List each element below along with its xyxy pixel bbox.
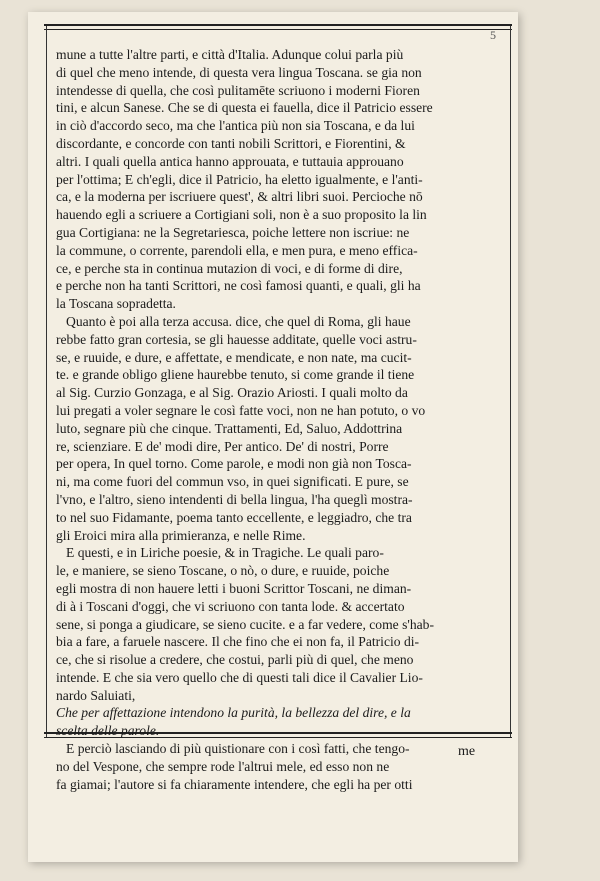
- text-line: mune a tutte l'altre parti, e città d'Italia. Adunque colui parla più: [56, 47, 404, 62]
- text-line: nardo Saluiati,: [56, 687, 136, 703]
- text-line: scelta delle parole.: [56, 723, 160, 739]
- text-line: intende. E che sia vero quello che di questi tali dice il Cavalier Lio-: [56, 669, 423, 685]
- text-line: fa giamai; l'autore si fa chiaramente intendere, che egli ha per otti: [56, 776, 413, 792]
- top-rule: [44, 24, 512, 26]
- text-line: discordante, e concorde con tanti nobili Scrittori, e Fiorentini, &: [56, 135, 406, 151]
- text-line: to nel suo Fidamante, poema tanto eccellente, e leggiadro, che tra: [56, 509, 412, 525]
- text-line: lui pregati a voler segnare le così fatte voci, non ne han potuto, o vo: [56, 402, 426, 418]
- text-line: al Sig. Curzio Gonzaga, e al Sig. Orazio Ariosti. I quali molto da: [56, 385, 408, 401]
- text-line: rebbe fatto gran cortesia, se gli hauesse additate, quelle voci astru-: [56, 331, 417, 347]
- text-line: egli mostra di non hauere letti i buoni Scrittor Toscani, ne diman-: [56, 580, 412, 596]
- text-line: di quel che meno intende, di questa vera lingua Toscana. se gia non: [56, 64, 422, 80]
- text-line: ce, che si risolue a credere, che costui, parli più di quel, che meno: [56, 652, 414, 668]
- text-line: le, e maniere, se sieno Toscane, o nò, o dure, e ruuide, poiche: [56, 563, 390, 579]
- text-line: la commune, o corrente, parendoli ella, e men pura, e meno effica-: [56, 242, 418, 258]
- page-number: 5: [490, 28, 496, 42]
- text-line: te. e grande obligo gliene haurebbe tenuto, si come grande il tiene: [56, 367, 415, 383]
- text-line: l'vno, e l'altro, sieno intendenti di bella lingua, l'ha queglì mostra-: [56, 491, 413, 507]
- text-line: E perciò lasciando di più quistionare con i così fatti, che tengo-: [66, 741, 410, 757]
- text-line: ca, e la moderna per iscriuere quest', & altri libri suoi. Percioche nō: [56, 189, 423, 205]
- text-line: in ciò d'accordo seco, ma che l'antica più non sia Toscana, e da lui: [56, 118, 415, 134]
- text-line: intendesse di quella, che così pulitamēte scriuono i moderni Fioren: [56, 82, 420, 98]
- text-line: gua Cortigiana: ne la Segretariesca, poiche lettere non iscriue: ne: [56, 224, 410, 240]
- text-line: ni, ma come fuori del commun vso, in quei significati. E pure, se: [56, 474, 409, 490]
- text-line: di à i Toscani d'oggi, che vi scriuono con tanta lode. & accertato: [56, 598, 405, 614]
- text-line: tini, e alcun Sanese. Che se di questa ei fauella, dice il Patricio essere: [56, 100, 433, 116]
- text-line: gli Eroici mira alla primieranza, e nelle Rime.: [56, 527, 306, 543]
- text-line: no del Vespone, che sempre rode l'altrui mele, ed esso non ne: [56, 758, 390, 774]
- text-line: Quanto è poi alla terza accusa. dice, che quel di Roma, gli haue: [66, 313, 411, 329]
- text-line: la Toscana sopradetta.: [56, 296, 176, 312]
- text-line: hauendo egli a scriuere a Cortigiani soli, non è a suo proposito la lin: [56, 207, 427, 223]
- catchword: me: [458, 744, 476, 759]
- right-margin-rule: [510, 26, 511, 738]
- text-line: per l'ottima; E ch'egli, dice il Patricio, ha eletto igualmente, e l'anti-: [56, 171, 423, 187]
- body-text: [56, 46, 504, 793]
- text-line: bia a fare, a faruele nascere. Il che fino che ei non fa, il Patricio di-: [56, 634, 420, 650]
- text-line: sene, si ponga a giudicare, se sieno cucite. e a far vedere, come s'hab-: [56, 616, 434, 632]
- text-line: E questi, e in Liriche poesie, & in Tragiche. Le quali paro-: [66, 545, 384, 561]
- text-line: ce, e perche sta in continua mutazion di voci, e di forme di dire,: [56, 260, 403, 276]
- top-rule-thin: [44, 29, 512, 30]
- text-line: luto, segnare più che cinque. Trattamenti, Ed, Saluo, Addottrina: [56, 420, 403, 436]
- text-line: re, scienziare. E de' modi dire, Per antico. De' di nostri, Porre: [56, 438, 389, 454]
- text-line: Che per affettazione intendono la purità, la bellezza del dire, e la: [56, 705, 411, 721]
- text-line: se, e ruuide, e dure, e affettate, e mendicate, e non nate, ma cucit-: [56, 349, 412, 365]
- text-line: per opera, In quel torno. Come parole, e modi non già non Tosca-: [56, 456, 412, 472]
- text-line: altri. I quali quella antica hanno approuata, e tuttauia approuano: [56, 153, 404, 169]
- left-margin-rule: [46, 26, 47, 738]
- text-line: e perche non ha tanti Scrittori, ne così famosi quanti, e quali, gli ha: [56, 278, 421, 294]
